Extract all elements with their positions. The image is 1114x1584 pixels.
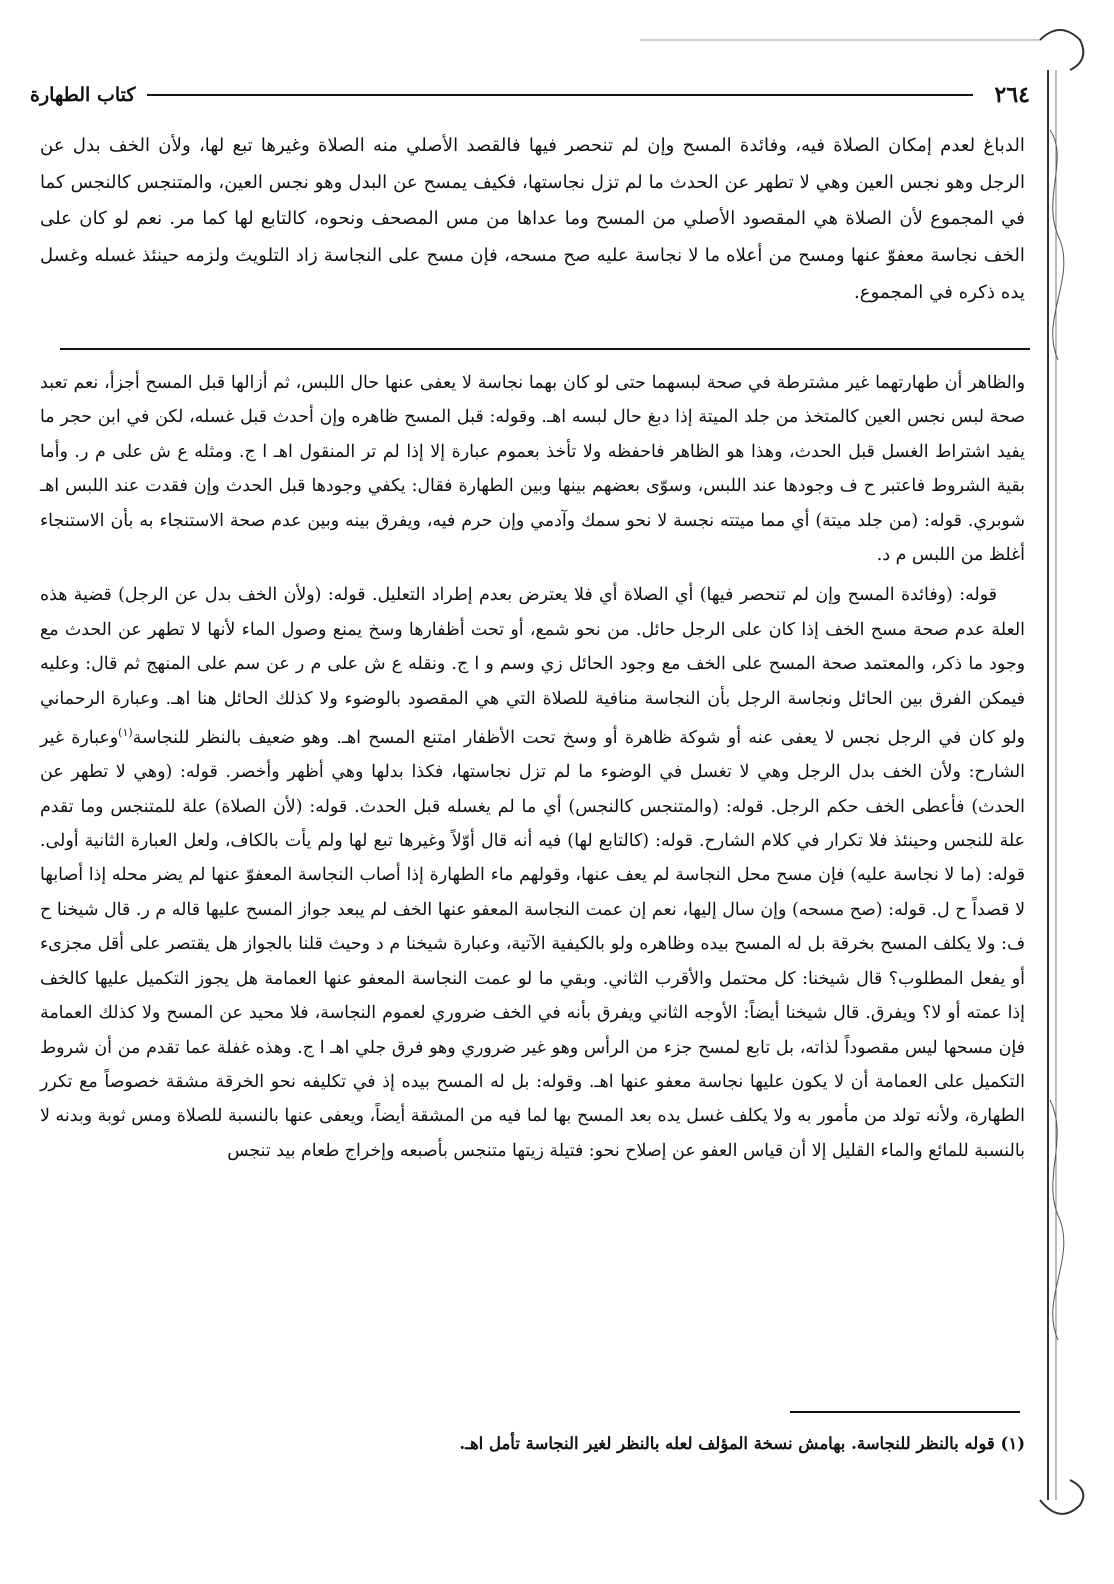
page-number: ٢٦٤ — [994, 82, 1030, 108]
commentary — [40, 366, 1025, 1174]
footnote-text: قوله بالنظر للنجاسة. بهامش نسخة المؤلف لعله بالنظر لغير النجاسة تأمل اهـ. — [459, 1434, 995, 1453]
footnote — [40, 1430, 1025, 1458]
main-text: الدباغ لعدم إمكان الصلاة فيه، وفائدة المسح وإن لم تنحصر فيها فالقصد الأصلي منه الصلاة وغيرها تبع لها، ولأن الخف بدل عن الرجل وهو نجس العين وهي لا تطهر عن الحدث ما لم تزل نجاستها، فكيف يمسح عن البدل وهو نجس العين، والمتنجس كالنجس كما في المجموع لأن الصلاة هي المقصود الأصلي من المسح وما عداها من مس المصحف ونحوه، كالتابع لها كما مر. نعم لو كان على الخف نجاسة معفوّ عنها ومسح من أعلاه ما لا نجاسة عليه صح مسحه، فإن مسح على النجاسة زاد التلويث ولزمه حينئذ غسله وغسل يده ذكره في المجموع. — [40, 135, 1025, 303]
commentary-text: وعبارة غير الشارح: ولأن الخف بدل الرجل وهي لا تغسل في الوضوء ما لم تزل نجاستها، فكذا بدلها وهي أظهر وأخصر. قوله: (وهي لا تطهر عن الحدث) فأعطى الخف حكم الرجل. قوله: (والمتنجس كالنجس) أي ما لم يغسله قبل الحدث. قوله: (لأن الصلاة) علة للمتنجس وما تقدم علة للنجس وحينئذ فلا تكرار في كلام الشارح. قوله: (كالتابع لها) فيه أنه قال أوّلاً وغيرها تبع لها ولم يأت بالكاف، ولعل العبارة الثانية أولى. قوله: (ما لا نجاسة عليه) فإن مسح محل النجاسة لم يعف عنها، وقولهم ماء الطهارة إذا أصاب النجاسة المعفوّ عنها لم يضر محله إذا أصابها لا قصداً ح ل. قوله: (صح مسحه) وإن سال إليها، نعم إن عمت النجاسة المعفو عنها الخف لم يبعد جواز المسح عليها قاله م ر. قال شيخنا ح ف: ولا يكلف المسح بخرقة بل له المسح بيده وظاهره ولو بالكيفية الآتية، وعبارة شيخنا م د وحيث قلنا بالجواز هل يقتصر على أقل مجزىء أو يفعل المطلوب؟ قال شيخنا: كل محتمل والأقرب الثاني. وبقي ما لو عمت النجاسة المعفو عنها العمامة هل يجوز التكميل عليها كالخف إذا عمته أو لا؟ ويفرق. قال شيخنا أيضاً: الأوجه الثاني ويفرق بأنه في الخف ضروري لعموم النجاسة، فلا محيد عن المسح ولا كذلك العمامة فإن مسحها ليس مقصوداً لذاته، بل تابع لمسح جزء من الرأس وهو غير ضروري وهو فرق جلي اهـ ا ج. وهذه غفلة عما تقدم من أن شروط التكميل على العمامة أن لا يكون عليها نجاسة معفو عنها اهـ. وقوله: بل له المسح بيده إذ في تكليفه نحو الخرقة مشقة خصوصاً مع تكرر الطهارة، ولأنه تولد من مأمور به ولا يكلف غسل يده بعد المسح بها لما فيه من المشقة أيضاً، ويعفى عنها بالنسبة للصلاة ومس ثوبة وبدنه لا بالنسبة للمائع والماء القليل إلا أن قياس العفو عن إصلاح نحو: فتيلة زيتها متنجس بأصبعه وإخراج طعام بيد تنجس — [40, 727, 1025, 1161]
commentary-paragraph — [40, 578, 1025, 1168]
footnote-marker: (١) — [1000, 1434, 1025, 1453]
commentary-paragraph: والظاهر أن طهارتهما غير مشترطة في صحة لبسهما حتى لو كان بهما نجاسة لا يعفى عنها حال اللبس، ثم أزالها قبل المسح أجزأ، نعم تعبد صحة لبس نجس العين كالمتخذ من جلد الميتة إذا دبغ حال لبسه اهـ. وقوله: قبل المسح ظاهره وإن أحدث قبل غسله، لكن في ابن حجر ما يفيد اشتراط الغسل قبل الحدث، وهذا هو الظاهر فاحفظه ولا تأخذ بعموم عبارة إلا إذا لم تر المنقول اهـ ا ج. ومثله ع ش على م ر. وأما بقية الشروط فاعتبر ح ف وجودها عند اللبس، وسوّى بعضهم بينها وبين الطهارة فقال: يكفي وجودها قبل الحدث وإن فقدت عند اللبس اهـ شوبري. قوله: (من جلد ميتة) أي مما ميتته نجسة لا نحو سمك وآدمي وإن حرم فيه، ويفرق بينه وبين عدم صحة الاستنجاء به بأن الاستنجاء أغلظ من اللبس م د. — [40, 373, 1025, 566]
commentary-text: قوله: (وفائدة المسح وإن لم تنحصر فيها) أي الصلاة أي فلا يعترض بعدم إطراد التعليل. قوله: (ولأن الخف بدل عن الرجل) قضية هذه العلة عدم صحة مسح الخف إذا كان على الرجل حائل. من نحو شمع، أو تحت أظفارها وسخ يمنع وصول الماء لأنها لا تطهر عن الحدث مع وجود ما ذكر، والمعتمد صحة المسح على الخف مع وجود الحائل زي وسم و ا ج. ونقله ع ش على م ر عن سم على المنهج ثم قال: وعليه فيمكن الفرق بين الحائل ونجاسة الرجل بأن النجاسة منافية للصلاة التي هي المقصود بالوضوء ولا كذلك الحائل هنا اهـ. وعبارة الرحماني ولو كان في الرجل نجس لا يعفى عنه أو شوكة ظاهرة أو وسخ تحت الأظفار امتنع المسح اهـ. وهو ضعيف بالنظر للنجاسة — [40, 585, 1026, 748]
book-title: كتاب الطهارة — [30, 84, 136, 106]
running-header — [30, 78, 1030, 112]
footnote-separator — [790, 1411, 1020, 1413]
header-rule — [147, 94, 972, 96]
footnote-reference[interactable]: (١) — [118, 726, 133, 740]
main-commentary-separator — [60, 348, 1030, 350]
